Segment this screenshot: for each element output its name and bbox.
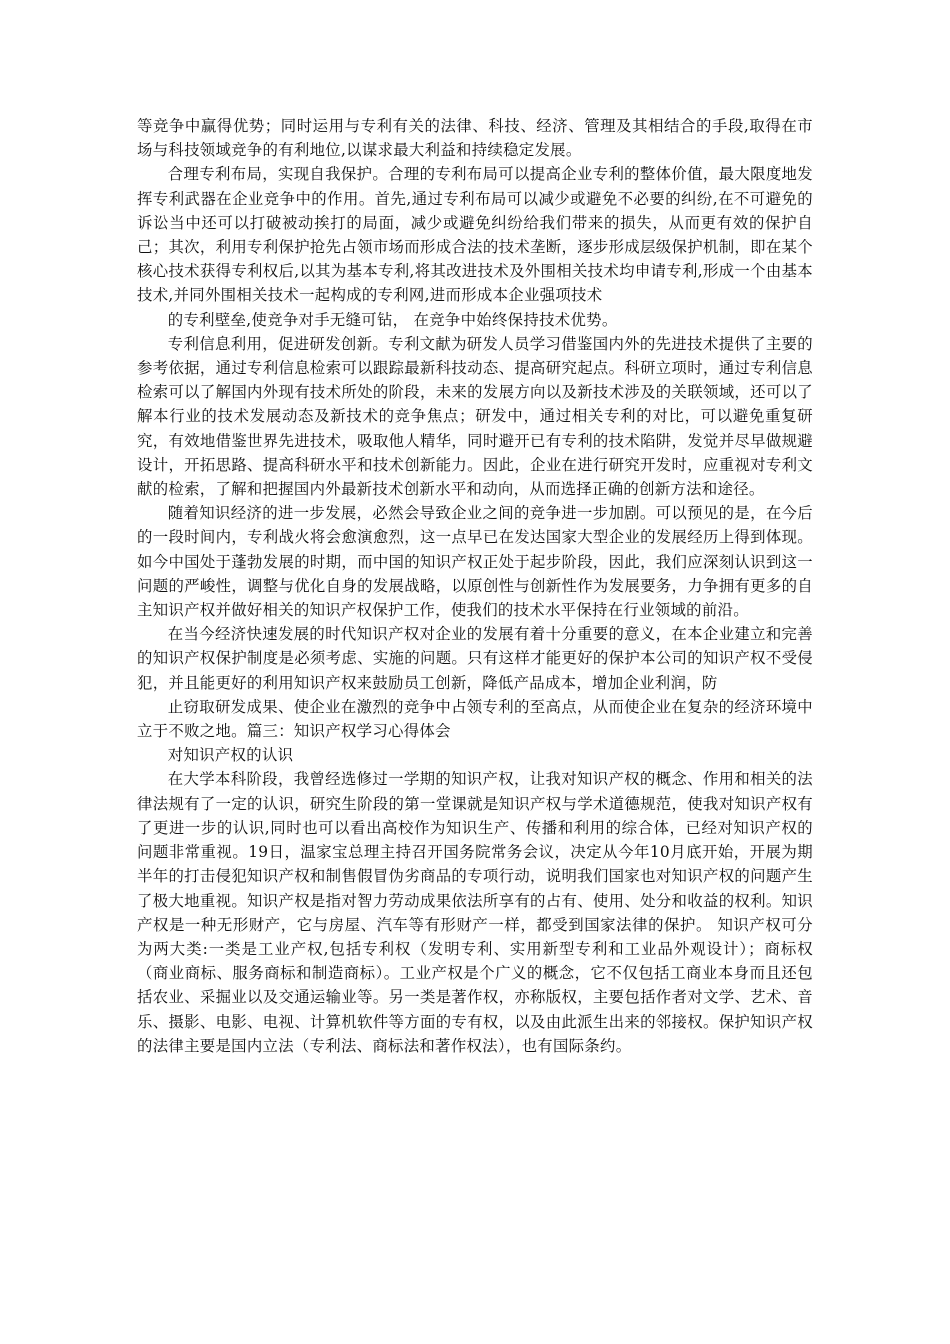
paragraph-continuation: 等竞争中赢得优势；同时运用与专利有关的法律、科技、经济、管理及其相结合的手段,取得在市场与科技领域竞争的有利地位,以谋求最大利益和持续稳定发展。	[137, 117, 813, 160]
paragraph-ip-understanding: 在大学本科阶段，我曾经选修过一学期的知识产权，让我对知识产权的概念、作用和相关的法律法规有了一定的认识，研究生阶段的第一堂课就是知识产权与学术道德规范，使我对知识产权有了更进一步的认识,同时也可以看出高校作为知识生产、传播和利用的综合体，已经对知识产权的问题非常重视。19日，温家宝总理主持召开国务院常务会议，决定从今年10月底开始，开展为期半年的打击侵犯知识产权和制售假冒伪劣商品的专项行动，说明我们国家也对知识产权的问题产生了极大地重视。知识产权是指对智力劳动成果依法所享有的占有、使用、处分和收益的权利。知识产权是一种无形财产，它与房屋、汽车等有形财产一样，都受到国家法律的保护。 知识产权可分为两大类:一类是工业产权,包括专利权（发明专利、实用新型专利和工业品外观设计）；商标权（商业商标、服务商标和制造商标）。工业产权是个广义的概念，它不仅包括工商业本身而且还包括农业、采掘业以及交通运输业等。另一类是著作权，亦称版权，主要包括作者对文学、艺术、音乐、摄影、电影、电视、计算机软件等方面的专有权，以及由此派生出来的邻接权。保护知识产权的法律主要是国内立法（专利法、商标法和著作权法），也有国际条约。	[137, 770, 813, 1055]
paragraph-knowledge-economy: 随着知识经济的进一步发展，必然会导致企业之间的竞争进一步加剧。可以预见的是，在今后的一段时间内，专利战火将会愈演愈烈，这一点早已在发达国家大型企业的发展经历上得到体现。如今中国处于蓬勃发展的时期，而中国的知识产权正处于起步阶段，因此，我们应深刻认识到这一问题的严峻性，调整与优化自身的发展战略，以原创性与创新性作为发展要务，力争拥有更多的自主知识产权并做好相关的知识产权保护工作，使我们的技术水平保持在行业领域的前沿。	[137, 504, 813, 620]
section-heading: 对知识产权的认识	[167, 746, 294, 765]
paragraph-patent-layout: 合理专利布局，实现自我保护。合理的专利布局可以提高企业专利的整体价值，最大限度地发挥专利武器在企业竞争中的作用。首先,通过专利布局可以减少或避免不必要的纠纷,在不可避免的诉讼当中还可以打破被动挨打的局面，减少或避免纠纷给我们带来的损失，从而更有效的保护自己；其次，利用专利保护抢先占领市场而形成合法的技术垄断，逐步形成层级保护机制，即在某个核心技术获得专利权后,以其为基本专利,将其改进技术及外围相关技术均申请专利,形成一个由基本技术,并同外围相关技术一起构成的专利网,进而形成本企业强项技术	[137, 165, 813, 305]
paragraph-patent-barrier: 的专利壁垒,使竞争对手无缝可钻， 在竞争中始终保持技术优势。	[167, 310, 618, 329]
paragraph-patent-info: 专利信息利用，促进研发创新。专利文献为研发人员学习借鉴国内外的先进技术提供了主要的参考依据，通过专利信息检索可以跟踪最新科技动态、提高研究起点。科研立项时，通过专利信息检索可以了解国内外现有技术所处的阶段，未来的发展方向以及新技术涉及的关联领域，还可以了解本行业的技术发展动态及新技术的竞争焦点；研发中，通过相关专利的对比，可以避免重复研究，有效地借鉴世界先进技术，吸取他人精华，同时避开已有专利的技术陷阱，发觉并尽早做规避设计，开拓思路、提高科研水平和技术创新能力。因此，企业在进行研究开发时，应重视对专利文献的检索，了解和把握国内外最新技术创新水平和动向，从而选择正确的创新方法和途径。	[137, 334, 813, 499]
paragraph-prevent-theft: 止窃取研发成果、使企业在激烈的竞争中占领专利的至高点，从而使企业在复杂的经济环境中立于不败之地。篇三：知识产权学习心得体会	[137, 697, 813, 741]
document-body	[137, 114, 813, 1058]
paragraph-ip-significance: 在当今经济快速发展的时代知识产权对企业的发展有着十分重要的意义，在本企业建立和完善的知识产权保护制度是必须考虑、实施的问题。只有这样才能更好的保护本公司的知识产权不受侵犯，并且能更好的利用知识产权来鼓励员工创新，降低产品成本，增加企业利润，防	[137, 625, 813, 692]
